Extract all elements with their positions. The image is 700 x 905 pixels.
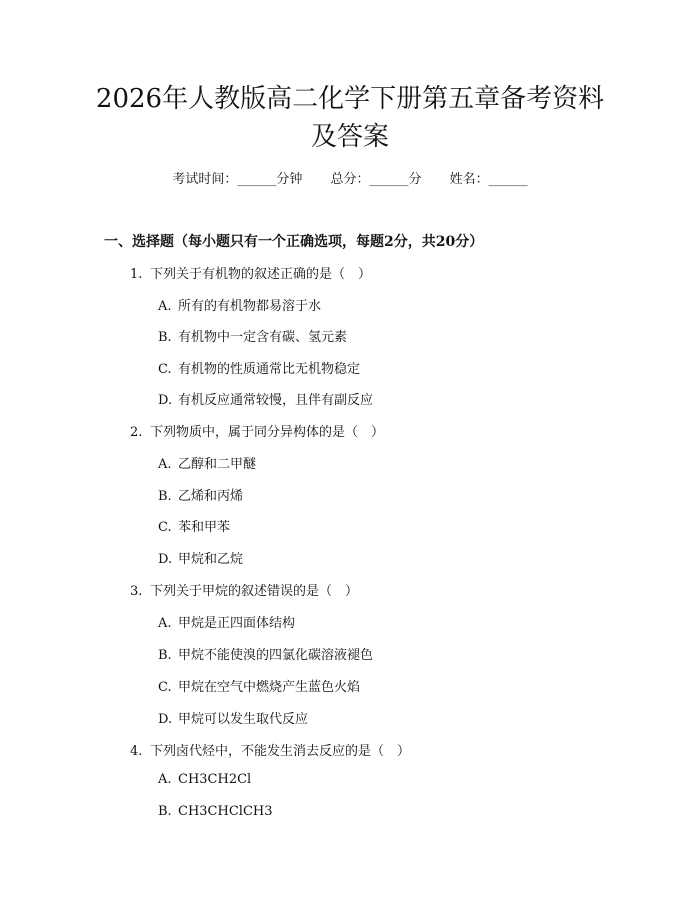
question-2-option-c: C. 苯和甲苯 xyxy=(158,520,231,535)
question-1: 1. 下列关于有机物的叙述正确的是（ ） xyxy=(130,267,372,282)
title-line-2: 及答案 xyxy=(310,122,389,152)
question-2-option-d: D. 甲烷和乙烷 xyxy=(158,552,244,567)
question-4-option-b: B. CH3CHClCH3 xyxy=(158,804,273,819)
question-3-option-d: D. 甲烷可以发生取代反应 xyxy=(158,712,309,727)
question-3-option-a: A. 甲烷是正四面体结构 xyxy=(158,616,296,631)
exam-time: 考试时间：______分钟 xyxy=(172,172,303,187)
question-2: 2. 下列物质中，属于同分异构体的是（ ） xyxy=(130,425,385,440)
question-1-option-b: B. 有机物中一定含有碳、氢元素 xyxy=(158,330,348,345)
total-score: 总分：______分 xyxy=(330,172,422,187)
exam-meta xyxy=(0,168,700,187)
question-3-option-b: B. 甲烷不能使溴的四氯化碳溶液褪色 xyxy=(158,648,374,663)
question-2-option-a: A. 乙醇和二甲醚 xyxy=(158,457,257,472)
question-4: 4. 下列卤代烃中，不能发生消去反应的是（ ） xyxy=(130,744,411,759)
document-title xyxy=(90,80,610,156)
student-name: 姓名：______ xyxy=(449,172,528,187)
question-3: 3. 下列关于甲烷的叙述错误的是（ ） xyxy=(130,584,359,599)
section-heading: 一、选择题（每小题只有一个正确选项，每题2分，共20分） xyxy=(104,234,484,250)
question-3-option-c: C. 甲烷在空气中燃烧产生蓝色火焰 xyxy=(158,680,361,695)
question-4-option-a: A. CH3CH2Cl xyxy=(158,772,252,787)
question-2-option-b: B. 乙烯和丙烯 xyxy=(158,489,244,504)
title-line-1: 2026年人教版高二化学下册第五章备考资料 xyxy=(95,84,605,114)
question-1-option-a: A. 所有的有机物都易溶于水 xyxy=(158,299,322,314)
question-1-option-d: D. 有机反应通常较慢，且伴有副反应 xyxy=(158,393,374,408)
question-1-option-c: C. 有机物的性质通常比无机物稳定 xyxy=(158,362,361,377)
